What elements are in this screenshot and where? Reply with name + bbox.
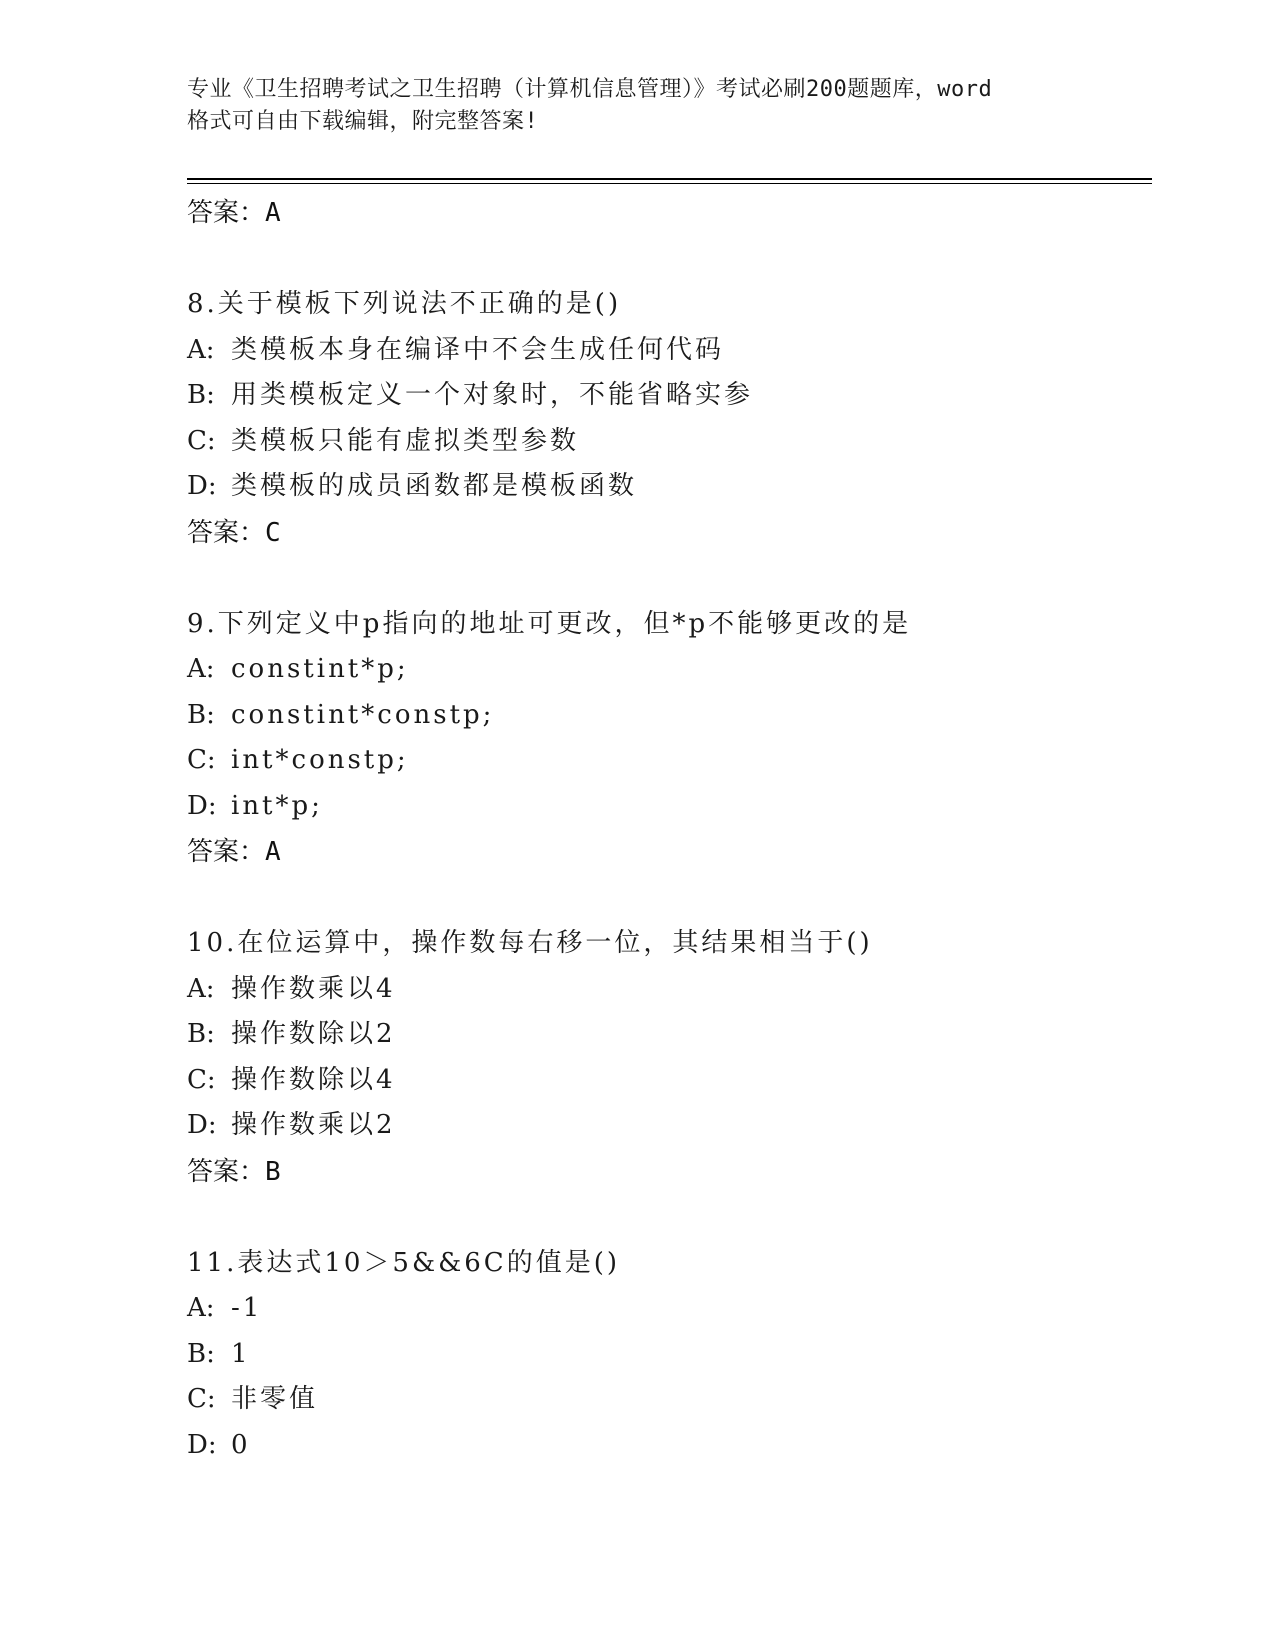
option-text: 0: [231, 1429, 251, 1460]
option-text: 类模板本身在编译中不会生成任何代码: [231, 334, 725, 365]
option-text: constint*constp;: [231, 699, 495, 730]
option-key: C:: [187, 1384, 216, 1414]
option-a: [187, 647, 1152, 693]
option-key: A:: [187, 973, 215, 1004]
option-b: [187, 373, 1152, 419]
option-b: [187, 693, 1152, 739]
spacer: [187, 556, 1152, 602]
option-a: [187, 328, 1152, 374]
option-key: C:: [187, 1064, 216, 1095]
answer-line: 答案：A: [187, 198, 281, 228]
question-stem: 11.表达式10＞5&&6C的值是(): [187, 1247, 620, 1278]
option-key: D:: [187, 1429, 217, 1460]
option-key: A:: [187, 654, 215, 684]
spacer: [187, 1195, 1152, 1241]
option-c: [187, 419, 1152, 465]
option-a: [187, 1286, 1152, 1332]
header-divider-thick: [187, 178, 1152, 180]
spacer: [187, 875, 1152, 921]
option-text: int*p;: [231, 790, 323, 821]
option-text: 类模板的成员函数都是模板函数: [231, 471, 638, 501]
option-key: B:: [187, 1019, 215, 1049]
option-d: [187, 1423, 1152, 1469]
option-text: 用类模板定义一个对象时，不能省略实参: [231, 380, 754, 410]
option-d: [187, 784, 1152, 830]
question-block: [187, 282, 1152, 556]
option-text: 类模板只能有虚拟类型参数: [231, 425, 580, 456]
question-block: [187, 921, 1152, 1195]
document-header: [187, 74, 1087, 138]
option-key: B:: [187, 699, 215, 730]
header-line-2: 格式可自由下载编辑，附完整答案!: [187, 109, 539, 134]
answer-line: 答案：C: [187, 517, 281, 548]
answer-line: 答案：B: [187, 1156, 281, 1187]
option-text: 操作数除以4: [231, 1064, 396, 1095]
option-b: [187, 1012, 1152, 1058]
option-key: D:: [187, 471, 217, 501]
option-key: D:: [187, 790, 217, 821]
option-a: [187, 967, 1152, 1013]
option-key: B:: [187, 1338, 215, 1369]
option-d: [187, 464, 1152, 510]
option-text: 非零值: [231, 1384, 319, 1414]
option-c: [187, 738, 1152, 784]
option-text: 操作数乘以4: [231, 973, 396, 1004]
option-b: [187, 1332, 1152, 1378]
option-text: constint*p;: [231, 654, 409, 684]
option-c: [187, 1058, 1152, 1104]
option-text: 操作数乘以2: [231, 1110, 396, 1140]
option-text: int*constp;: [231, 745, 409, 775]
header-divider-thin: [187, 183, 1152, 184]
question-block: [187, 1241, 1152, 1469]
option-key: D:: [187, 1110, 217, 1140]
option-key: B:: [187, 380, 215, 410]
option-c: [187, 1377, 1152, 1423]
option-text: -1: [231, 1293, 263, 1323]
question-stem: 10.在位运算中，操作数每右移一位，其结果相当于(): [187, 928, 873, 958]
option-key: C:: [187, 745, 216, 775]
option-d: [187, 1103, 1152, 1149]
header-line-1: 专业《卫生招聘考试之卫生招聘（计算机信息管理）》考试必刷200题题库，word: [187, 77, 993, 102]
question-stem: 8.关于模板下列说法不正确的是(): [187, 289, 622, 319]
option-key: A:: [187, 334, 215, 365]
question-stem: 9.下列定义中p指向的地址可更改，但*p不能够更改的是: [187, 608, 912, 639]
question-block: [187, 602, 1152, 876]
option-key: C:: [187, 425, 216, 456]
spacer: [187, 236, 1152, 282]
option-text: 操作数除以2: [231, 1019, 396, 1049]
answer-line: 答案：A: [187, 837, 281, 867]
question-list: [187, 190, 1152, 1468]
option-text: 1: [231, 1338, 251, 1369]
option-key: A:: [187, 1293, 215, 1323]
